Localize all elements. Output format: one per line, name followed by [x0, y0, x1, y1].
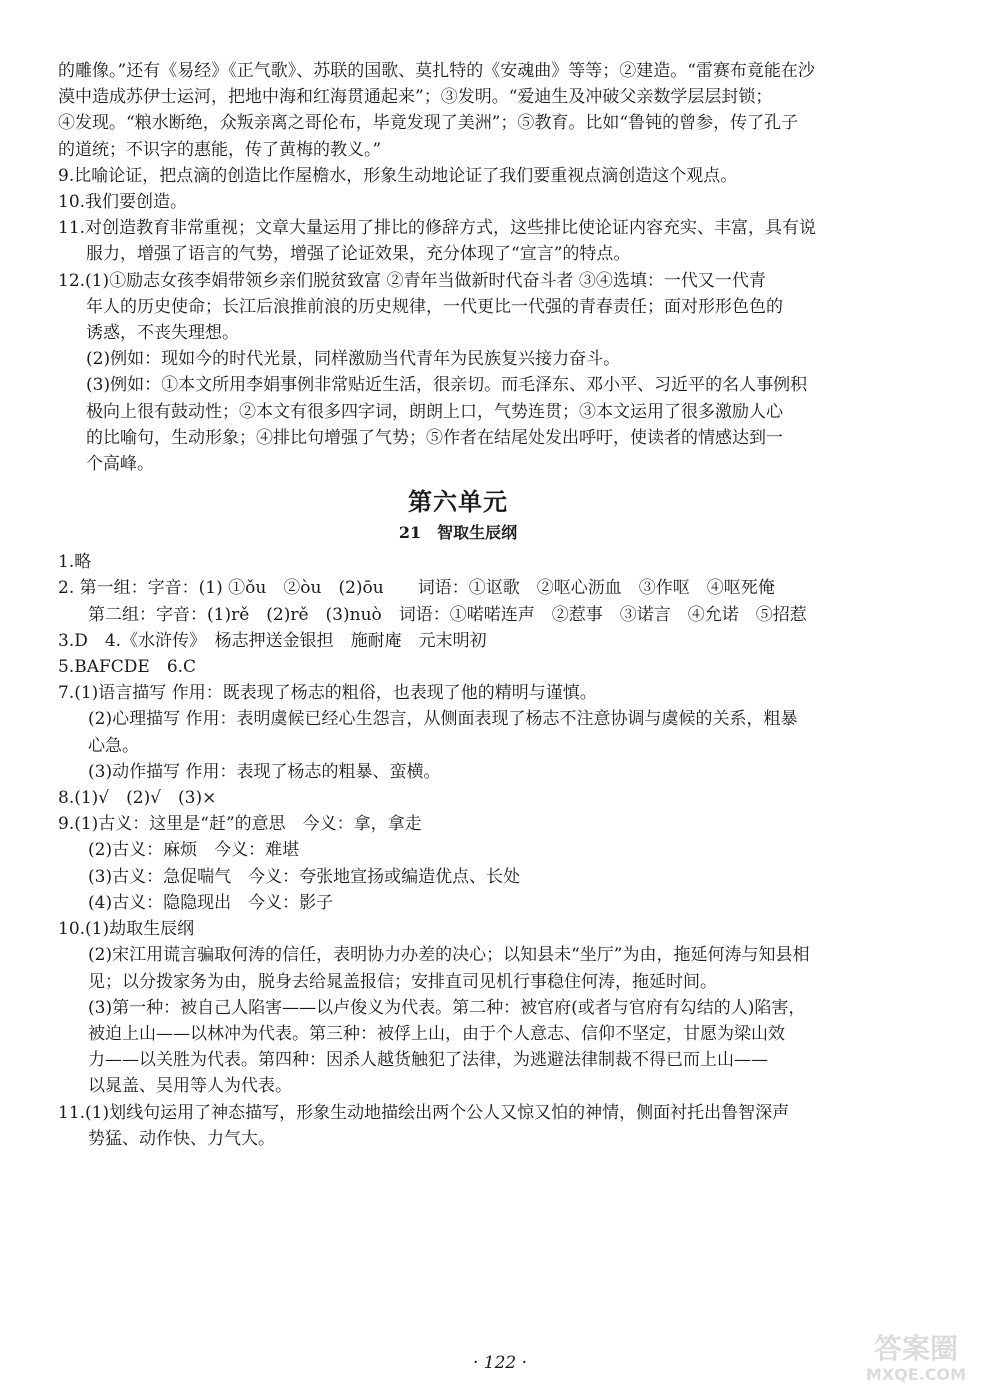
- text-line: 势猛、动作快、力气大。: [88, 1128, 275, 1149]
- lesson-heading: 21 智取生辰纲: [398, 523, 518, 543]
- answer-page-content: [58, 58, 858, 1152]
- answer-12-part-2: (2)例如：现如今的时代光景，同样激励当代青年为民族复兴接力奋斗。: [86, 349, 621, 370]
- text-line: 7.(1)语言描写 作用：既表现了杨志的粗俗，也表现了他的精明与谨慎。: [58, 683, 597, 704]
- text-line: 的道统；不识字的惠能，传了黄梅的教义。”: [58, 139, 382, 160]
- text-line: 的雕像。”还有《易经》《正气歌》、苏联的国歌、莫扎特的《安魂曲》等等；②建造。“雷赛布竟能在沙: [58, 61, 815, 81]
- text-line: (3)动作描写 作用：表现了杨志的粗暴、蛮横。: [88, 761, 441, 782]
- answer-9-lesson: [58, 811, 858, 916]
- watermark-url: MXQE.COM: [865, 1365, 967, 1384]
- text-line: 11.(1)划线句运用了神态描写，形象生动地描绘出两个公人又惊又怕的神情，侧面衬托出鲁智深声: [58, 1102, 790, 1123]
- page-number: · 122 ·: [472, 1353, 528, 1373]
- text-line: 极向上很有鼓动性；②本文有很多四字词，朗朗上口，气势连贯；③本文运用了很多激励人心: [86, 401, 783, 422]
- text-line: 11.对创造教育非常重视；文章大量运用了排比的修辞方式，这些排比使论证内容充实、丰富，具有说: [58, 218, 817, 239]
- text-line: (3)例如：①本文所用李娟事例非常贴近生活，很亲切。而毛泽东、邓小平、习近平的名人事例积: [86, 375, 808, 396]
- text-line: 服力，增强了语言的气势，增强了论证效果，充分体现了“宣言”的特点。: [86, 244, 631, 265]
- text-line: 10.(1)劫取生辰纲: [58, 919, 195, 940]
- text-line: 12.(1)①励志女孩李娟带领乡亲们脱贫致富 ②青年当做新时代奋斗者 ③④选填：一代又一代青: [58, 270, 766, 291]
- text-line: 的比喻句，生动形象；④排比句增强了气势；⑤作者在结尾处发出呼吁，使读者的情感达到一: [86, 427, 783, 448]
- answer-11-lesson: [58, 1100, 858, 1152]
- watermark-logo: [846, 1328, 986, 1386]
- answer-8: 8.(1)√ (2)√ (3)×: [58, 788, 217, 809]
- text-line: 见；以分拨家务为由，脱身去给晁盖报信；安排直司见机行事稳住何涛，拖延时间。: [88, 971, 717, 992]
- unit-heading: 第六单元: [408, 487, 508, 517]
- text-line: 诱惑，不丧失理想。: [86, 323, 239, 344]
- text-line: (2)心理描写 作用：表明虞候已经心生怨言，从侧面表现了杨志不注意协调与虞候的关系，粗暴: [88, 709, 798, 730]
- answer-10: 10.我们要创造。: [58, 192, 188, 213]
- text-line: 漠中造成苏伊士运河，把地中海和红海贯通起来”；③发明。“爱迪生及冲破父亲数学层层封锁；: [58, 87, 773, 108]
- text-line: 心急。: [88, 735, 139, 756]
- text-line: 以晁盖、吴用等人为代表。: [88, 1076, 292, 1097]
- previous-answer-continuation: [58, 58, 858, 163]
- watermark-text: 答案圈: [873, 1332, 959, 1365]
- text-line: ④发现。“粮水断绝，众叛亲离之哥伦布，毕竟发现了美洲”；⑤教育。比如“鲁钝的曾参，传了孔子: [58, 113, 799, 134]
- text-line: (3)古义：急促喘气 今义：夸张地宣扬或编造优点、长处: [88, 866, 521, 887]
- text-line: 力——以关胜为代表。第四种：因杀人越货触犯了法律，为逃避法律制裁不得已而上山——: [88, 1050, 768, 1071]
- answer-5-6: 5.BAFCDE 6.C: [58, 657, 197, 678]
- text-line: (2)古义：麻烦 今义：难堪: [88, 840, 300, 861]
- answer-11: [58, 215, 858, 267]
- text-line: (3)第一种：被自己人陷害——以卢俊义为代表。第二种：被官府(或者与官府有勾结的人)陷害，: [88, 997, 806, 1018]
- text-line: (4)古义：隐隐现出 今义：影子: [88, 892, 334, 913]
- answer-2-group-1: 2. 第一组：字音：(1) ①ǒu ②òu (2)ōu 词语：①讴歌 ②呕心沥血 ③作呕 ④呕死俺: [58, 578, 775, 599]
- text-line: 个高峰。: [86, 454, 154, 475]
- answer-1: 1.略: [58, 552, 92, 573]
- answer-9: 9.比喻论证，把点滴的创造比作屋檐水，形象生动地论证了我们要重视点滴创造这个观点。: [58, 165, 738, 186]
- text-line: 9.(1)古义：这里是“赶”的意思 今义：拿，拿走: [58, 814, 422, 835]
- text-line: 被迫上山——以林冲为代表。第三种：被俘上山，由于个人意志、信仰不坚定，甘愿为梁山效: [88, 1023, 785, 1044]
- text-line: 年人的历史使命；长江后浪推前浪的历史规律，一代更比一代强的青春责任；面对形形色色的: [86, 296, 783, 317]
- text-line: (2)宋江用谎言骗取何涛的信任，表明协力办差的决心；以知县未“坐厅”为由，拖延何涛与知县相: [88, 945, 810, 966]
- answer-7: [58, 680, 858, 785]
- answer-3-4: 3.D 4.《水浒传》 杨志押送金银担 施耐庵 元末明初: [58, 630, 487, 651]
- answer-2-group-2: 第二组：字音：(1)rě (2)rě (3)nuò 词语：①喏喏连声 ②惹事 ③诺言 ④允诺 ⑤招惹: [88, 604, 807, 625]
- answer-10-lesson: [58, 916, 858, 1099]
- answer-12: [58, 268, 858, 478]
